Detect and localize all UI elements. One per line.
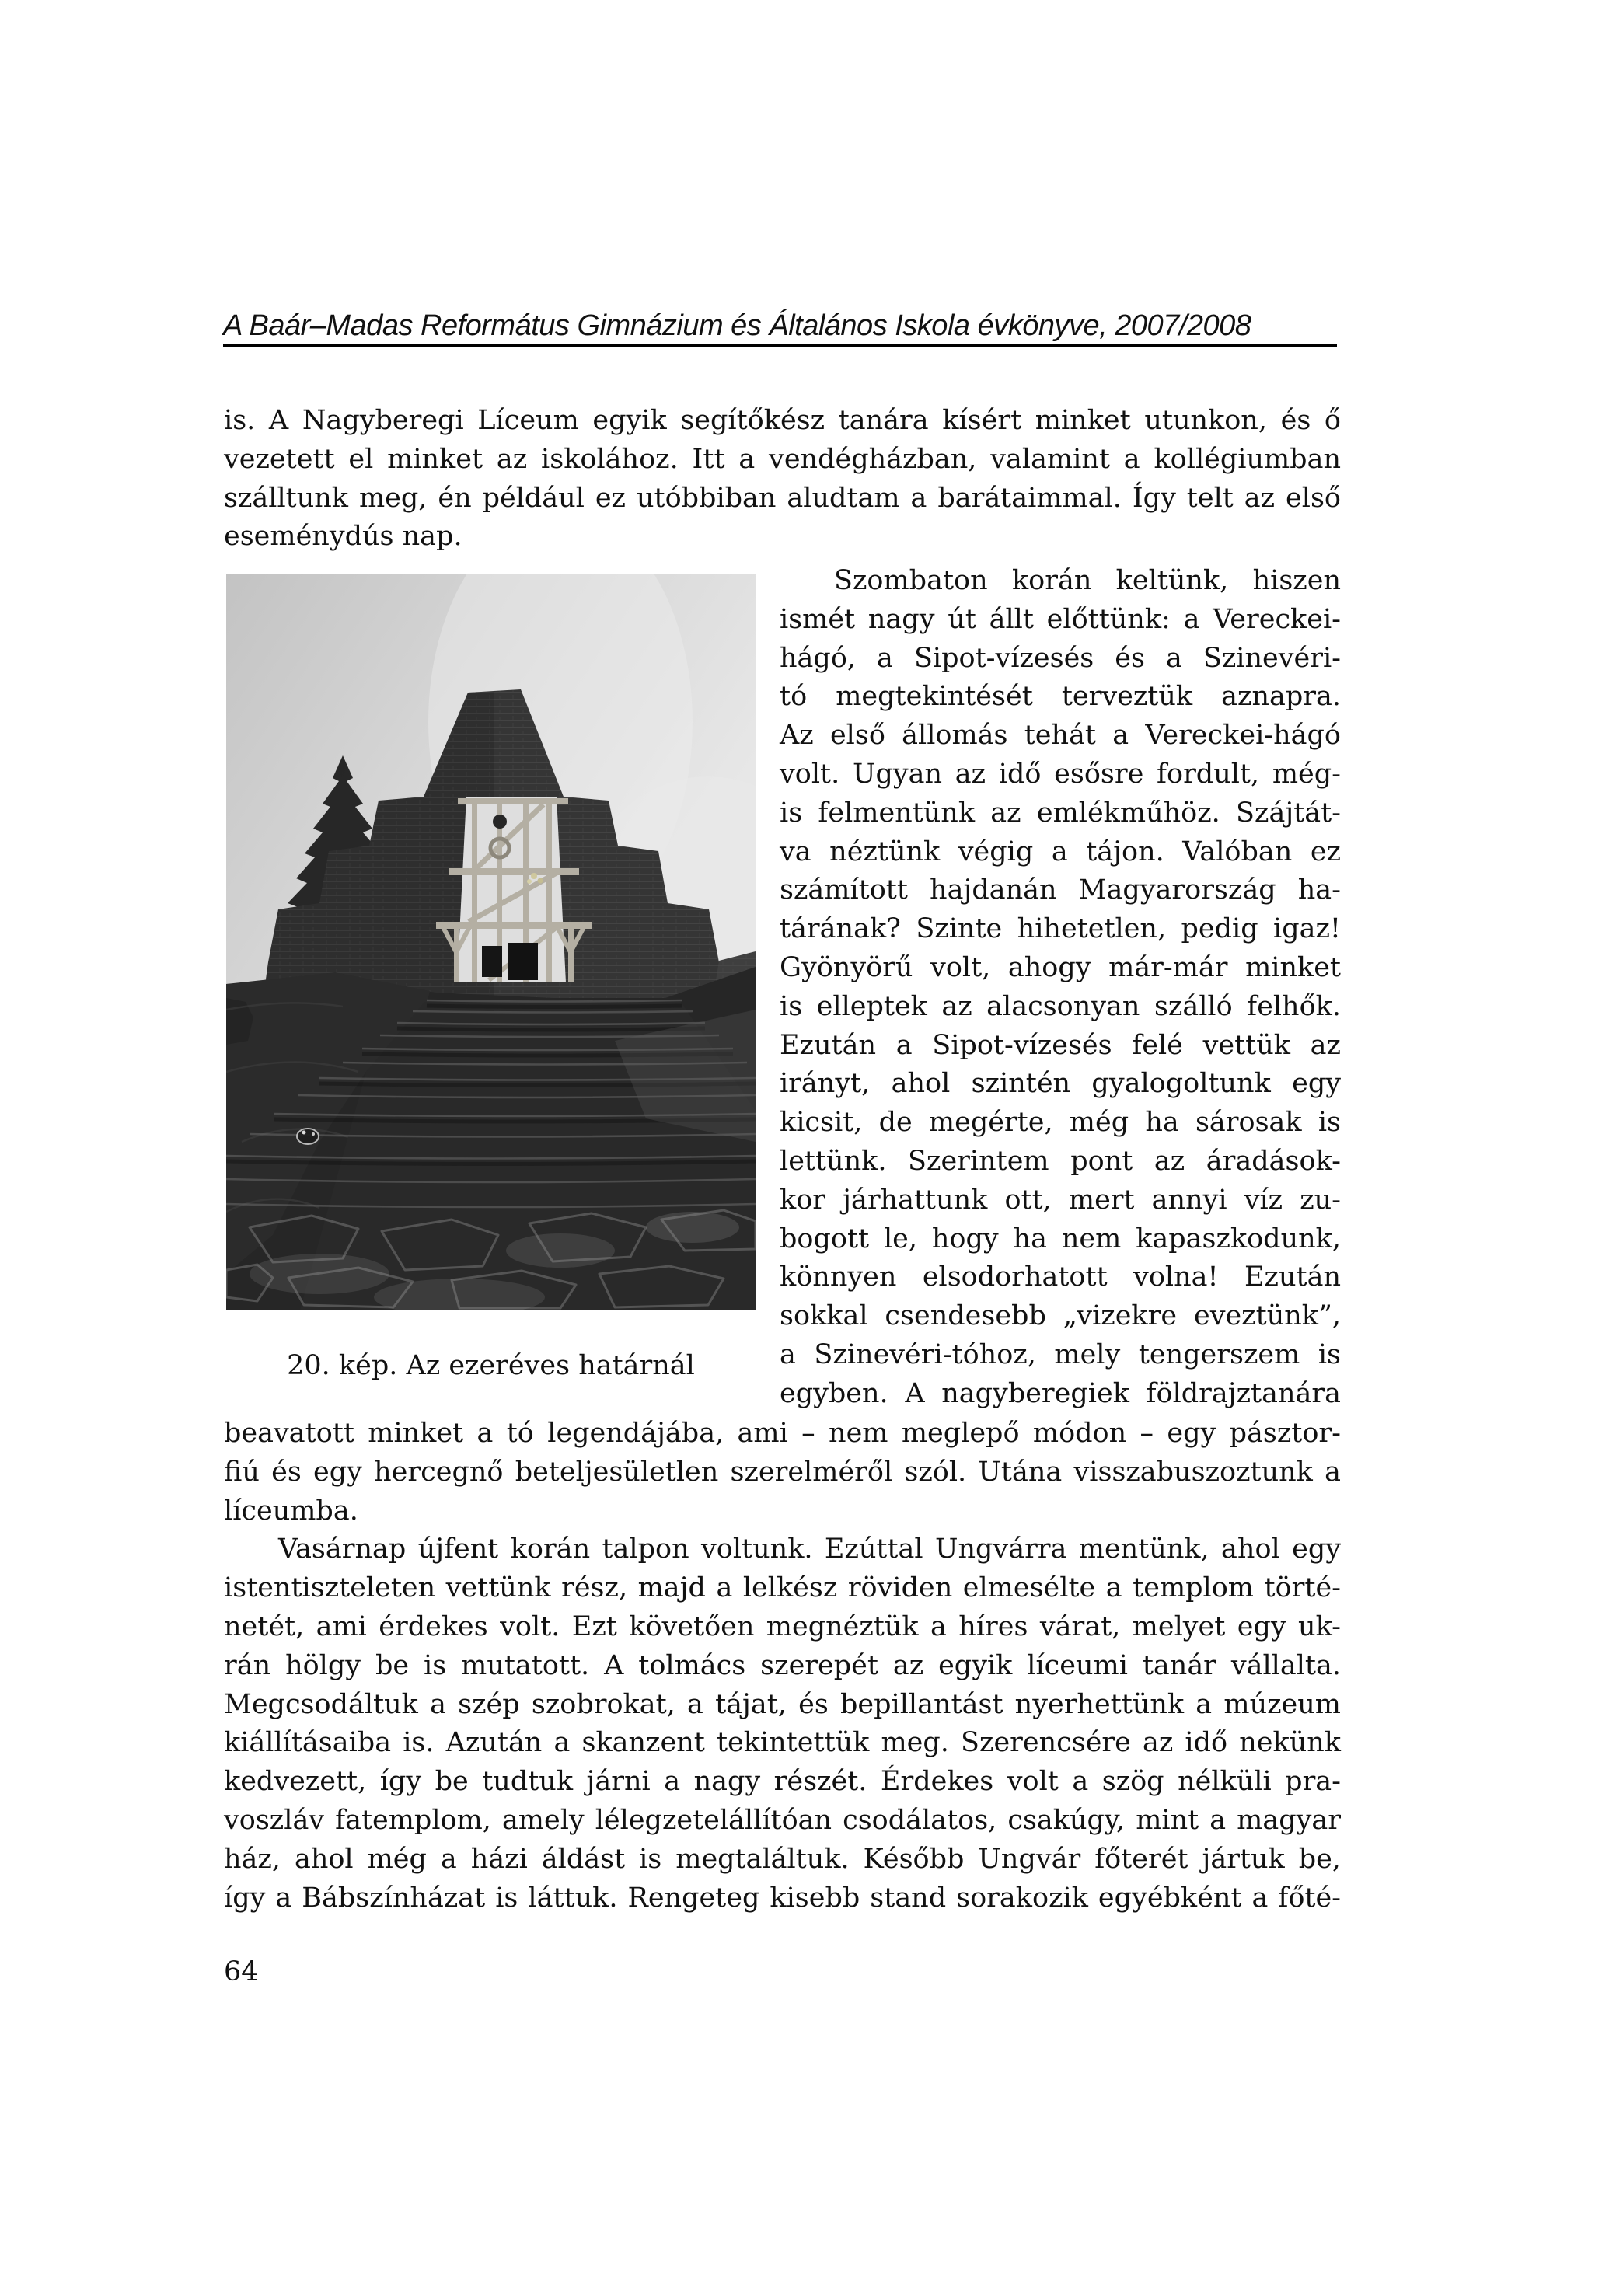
text-line: a Szinevéri-tóhoz, mely tengerszem is [780, 1338, 1341, 1370]
text-line: könnyen elsodorhatott volna! Ezután [780, 1261, 1341, 1293]
running-header: A Baár–Madas Református Gimnázium és Általános Iskola évkönyve, 2007/2008 [223, 309, 1251, 342]
text-line: lettünk. Szerintem pont az áradások- [780, 1145, 1341, 1177]
bell [493, 815, 507, 829]
text-line: va néztünk végig a tájon. Valóban ez [780, 836, 1341, 867]
text-line: is elleptek az alacsonyan szálló felhők. [780, 990, 1341, 1022]
text-line: tárának? Szinte hihetetlen, pedig igaz! [780, 913, 1341, 945]
text-line: kedvezett, így be tudtuk járni a nagy részét. Érdekes volt a szög nélküli pra- [224, 1766, 1341, 1798]
plaque [482, 946, 502, 977]
text-line: is felmentünk az emlékműhöz. Szájtát- [780, 797, 1341, 829]
text-line: Az első állomás tehát a Vereckei-hágó [780, 720, 1341, 752]
text-line: netét, ami érdekes volt. Ezt követően megnéztük a híres várat, melyet egy uk- [224, 1610, 1341, 1642]
wreath-on-steps [297, 1129, 319, 1144]
text-line: szálltunk meg, én például ez utóbbiban aludtam a barátaimmal. Így telt az első [224, 482, 1341, 514]
text-line: Megcsodáltuk a szép szobrokat, a tájat, és bepillantást nyerhettünk a múzeum [224, 1688, 1341, 1720]
text-line: eseménydús nap. [224, 521, 462, 553]
text-line: líceumba. [224, 1495, 358, 1527]
figure [226, 574, 756, 1310]
text-line: egyben. A nagyberegiek földrajztanára [780, 1377, 1341, 1409]
text-line: volt. Ugyan az idő esősre fordult, még- [780, 758, 1341, 790]
plaque [508, 943, 538, 980]
text-line: így a Bábszínházat is láttuk. Rengeteg kisebb stand sorakozik egyébként a főté- [224, 1882, 1341, 1914]
text-line: istentiszteleten vettünk rész, majd a lelkész röviden elmesélte a templom törté- [224, 1572, 1341, 1604]
text-line: tó megtekintését terveztük aznapra. [780, 681, 1341, 713]
text-line: voszláv fatemplom, amely lélegzetelállítóan csodálatos, csakúgy, mint a magyar [224, 1804, 1341, 1836]
column-text [780, 562, 1341, 1414]
text-line: kicsit, de megérte, még ha sárosak is [780, 1107, 1341, 1139]
text-line: fiú és egy hercegnő beteljesületlen szerelméről szól. Utána visszabuszoztunk a [224, 1456, 1341, 1488]
text-line: irányt, ahol szintén gyalogoltunk egy [780, 1068, 1341, 1100]
photo-verecke-monument [226, 574, 756, 1310]
text-line: Ezután a Sipot-vízesés felé vettük az [780, 1029, 1341, 1061]
text-line: sokkal csendesebb „vizekre eveztünk”, [780, 1300, 1341, 1332]
text-line: Vasárnap újfent korán talpon voltunk. Ezúttal Ungvárra mentünk, ahol egy [278, 1534, 1341, 1565]
text-line: is. A Nagyberegi Líceum egyik segítőkész tanára kísért minket utunkon, és ő [224, 405, 1341, 436]
paragraph-continued [224, 402, 1341, 557]
text-line: számított hajdanán Magyarország ha- [780, 874, 1341, 906]
text-line: rán hölgy be is mutatott. A tolmács szerepét az egyik líceumi tanár vállalta. [224, 1649, 1341, 1681]
text-line: ismét nagy út állt előttünk: a Vereckei- [780, 603, 1341, 635]
text-line: Gyönyörű volt, ahogy már-már minket [780, 951, 1341, 983]
text-line: vezetett el minket az iskolához. Itt a vendégházban, valamint a kollégiumban [224, 443, 1341, 475]
text-line: ház, ahol még a házi áldást is megtaláltuk. Később Ungvár főterét jártuk be, [224, 1843, 1341, 1875]
page-number: 64 [224, 1956, 259, 1987]
text-line: Szombaton korán keltünk, hiszen [834, 565, 1341, 596]
body-text [224, 1415, 1341, 1917]
figure-caption: 20. kép. Az ezeréves határnál [287, 1350, 695, 1381]
text-line: hágó, a Sipot-vízesés és a Szinevéri- [780, 642, 1341, 674]
text-line: bogott le, hogy ha nem kapaszkodunk, [780, 1223, 1341, 1254]
text-line: beavatott minket a tó legendájába, ami – nem meglepő módon – egy pásztor- [224, 1418, 1341, 1449]
text-line: kiállításaiba is. Azután a skanzent tekintettük meg. Szerencsére az idő nekünk [224, 1727, 1341, 1759]
text-line: kor járhattunk ott, mert annyi víz zu- [780, 1184, 1341, 1216]
header-rule [223, 344, 1337, 347]
